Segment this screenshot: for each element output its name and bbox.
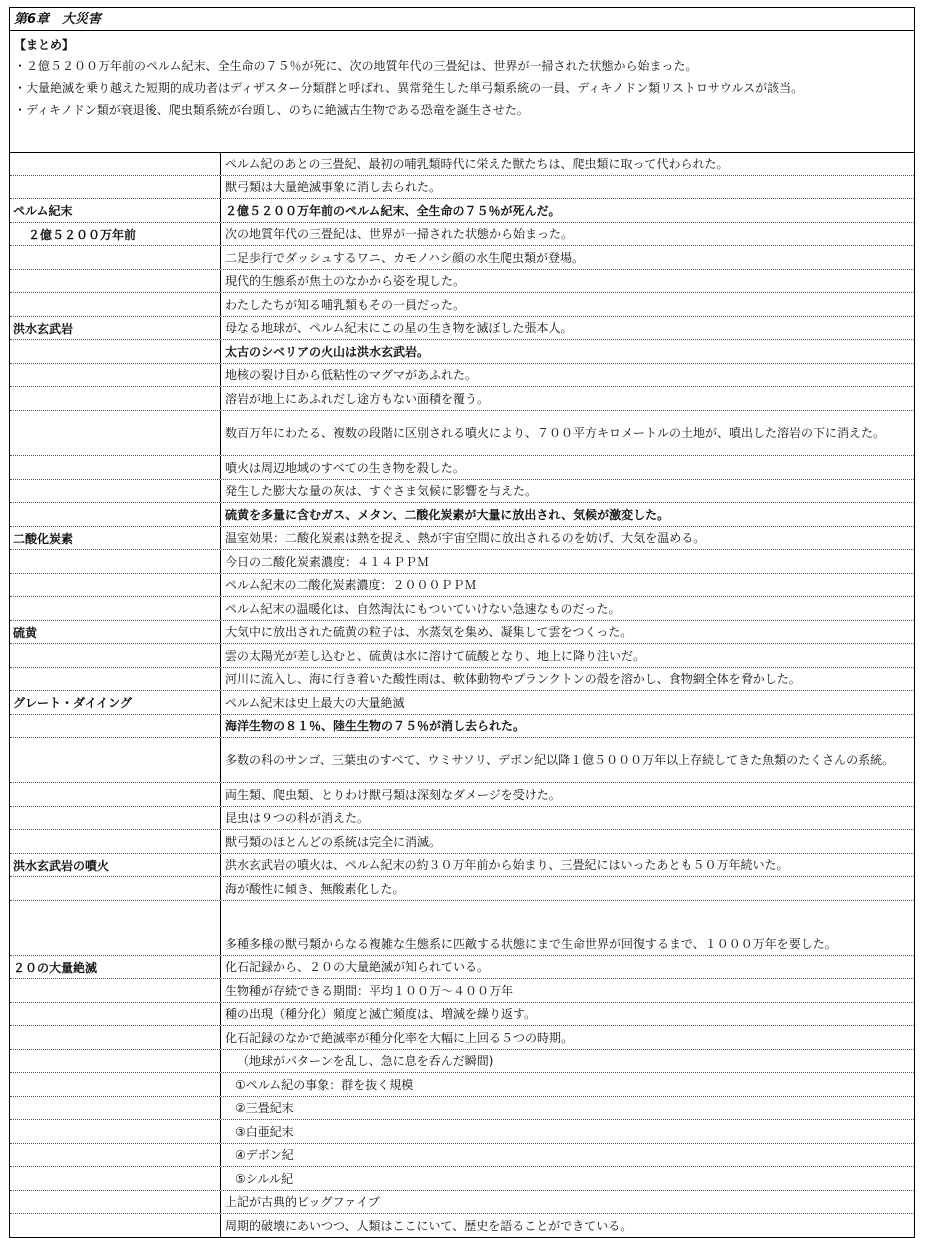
- table-row: [10, 1050, 914, 1073]
- summary-heading: 【まとめ】: [14, 38, 75, 52]
- table-row: [10, 956, 914, 979]
- note-cell: 獣弓類のほとんどの系統は完全に消滅。: [225, 834, 442, 849]
- topic-cell: [10, 153, 221, 175]
- note-cell: 化石記録から、２０の大量絶滅が知られている。: [225, 960, 490, 974]
- topic-cell: [10, 1026, 221, 1049]
- note-cell: 太古のシベリアの火山は洪水玄武岩。: [225, 344, 430, 359]
- note-cell: 生物種が存続できる期間：平均１００万～４００万年: [225, 983, 514, 998]
- table-row: [10, 364, 914, 387]
- note-cell: （地球がパターンを乱し、急に息を呑んだ瞬間): [237, 1054, 494, 1068]
- table-row: [10, 199, 914, 223]
- table-row: [10, 597, 914, 621]
- chapter-title: 第6章 大災害: [9, 7, 915, 31]
- table-row: [10, 293, 914, 317]
- table-row: [10, 270, 914, 293]
- table-row: [10, 223, 914, 246]
- topic-cell: [10, 1003, 221, 1025]
- note-cell: 化石記録のなかで絶滅率が種分化率を大幅に上回る５つの時期。: [225, 1030, 574, 1045]
- table-row: [10, 783, 914, 807]
- note-cell: 次の地質年代の三畳紀は、世界が一掃された状態から始まった。: [225, 227, 574, 241]
- note-cell: 地核の裂け目から低粘性のマグマがあふれた。: [225, 368, 478, 382]
- table-row: [10, 317, 914, 340]
- note-cell: 噴火は周辺地域のすべての生き物を殺した。: [225, 460, 465, 475]
- note-cell: 洪水玄武岩の噴火は、ペルム紀末の約３０万年前から始まり、三畳紀にはいったあとも５０万年続いた。: [225, 858, 789, 872]
- note-cell: 今日の二酸化炭素濃度：４１４ＰＰＭ: [225, 554, 430, 569]
- topic-cell: [10, 783, 221, 806]
- note-cell: 現代的生態系が焦土のなかから姿を現した。: [225, 274, 466, 288]
- table-row: [10, 1167, 914, 1191]
- table-row: [10, 979, 914, 1003]
- note-cell: ペルム紀末の温暖化は、自然淘汰にもついていけない急速なものだった。: [225, 601, 621, 616]
- table-row: [10, 1003, 914, 1026]
- topic-cell: [10, 715, 221, 737]
- table-row: [10, 807, 914, 830]
- note-cell: 温室効果：二酸化炭素は熱を捉え、熱が宇宙空間に放出されるのを妨げ、大気を温める。: [225, 531, 706, 545]
- table-row: [10, 176, 914, 199]
- note-cell: ペルム紀のあとの三畳紀、最初の哺乳類時代に栄えた獣たちは、爬虫類に取って代わられた。: [225, 157, 729, 171]
- table-row: [10, 456, 914, 480]
- topic-cell: [10, 1214, 221, 1237]
- summary-line: ・大量絶滅を乗り越えた短期的成功者はディザスター分類群と呼ばれ、異常発生した単弓類系統の一員、ディキノドン類リストロサウルスが該当。: [14, 81, 804, 95]
- table-row: [10, 738, 914, 783]
- topic-cell: [10, 503, 221, 526]
- note-cell: 海が酸性に傾き、無酸素化した。: [225, 881, 405, 896]
- topic-cell: [10, 176, 221, 198]
- summary-line: ・ディキノドン類が衰退後、爬虫類系統が台頭し、のちに絶滅古生物である恐竜を誕生させた。: [14, 103, 529, 117]
- note-cell: 昆虫は９つの科が消えた。: [225, 811, 370, 825]
- table-row: [10, 153, 914, 176]
- topic-cell: [10, 574, 221, 596]
- note-cell: 多種多様の獣弓類からなる複雑な生態系に匹敵する状態にまで生命世界が回復するまで、１０００万年を要した。: [225, 937, 837, 951]
- topic-cell: ２０の大量絶滅: [10, 956, 221, 978]
- topic-cell: [10, 979, 221, 1002]
- topic-cell: [10, 1144, 221, 1166]
- note-cell: 雲の太陽光が差し込むと、硫黄は水に溶けて硫酸となり、地上に降り注いだ。: [225, 648, 646, 663]
- topic-cell: [10, 877, 221, 900]
- note-cell: ④デボン紀: [235, 1148, 294, 1162]
- topic-cell: [10, 668, 221, 690]
- table-row: [10, 621, 914, 644]
- topic-cell: ２億５２００万年前: [10, 223, 221, 245]
- topic-cell: [10, 597, 221, 620]
- note-cell: 母なる地球が、ペルム紀末にこの星の生き物を滅ぼした張本人。: [225, 321, 573, 335]
- topic-cell: 洪水玄武岩: [10, 317, 221, 339]
- topic-cell: [10, 246, 221, 269]
- table-row: [10, 527, 914, 550]
- topic-cell: ペルム紀末: [10, 199, 221, 222]
- table-row: [10, 877, 914, 901]
- note-cell: 上記が古典的ビッグファイブ: [225, 1195, 380, 1209]
- note-cell: 種の出現（種分化）頻度と滅亡頻度は、増減を繰り返す。: [225, 1007, 537, 1021]
- note-cell: ⑤シルル紀: [235, 1171, 294, 1186]
- table-row: [10, 1214, 914, 1237]
- note-cell: 両生類、爬虫類、とりわけ獣弓類は深刻なダメージを受けた。: [225, 787, 561, 802]
- note-cell: 発生した膨大な量の灰は、すぐさま気候に影響を与えた。: [225, 484, 538, 498]
- topic-cell: [10, 644, 221, 667]
- topic-cell: [10, 364, 221, 386]
- table-row: [10, 1144, 914, 1167]
- note-cell: ①ペルム紀の事象：群を抜く規模: [235, 1077, 414, 1092]
- topic-cell: [10, 340, 221, 363]
- note-cell: 溶岩が地上にあふれだし途方もない面積を覆う。: [225, 391, 490, 406]
- table-row: [10, 715, 914, 738]
- topic-cell: 硫黄: [10, 621, 221, 643]
- note-cell: 海洋生物の８１％、陸生生物の７５％が消し去られた。: [225, 719, 526, 733]
- note-cell: ペルム紀末は史上最大の大量絶滅: [225, 695, 405, 710]
- topic-cell: [10, 830, 221, 853]
- note-cell: わたしたちが知る哺乳類もその一員だった。: [225, 297, 466, 312]
- note-cell: 数百万年にわたる、複数の段階に区別される噴火により、７００平方キロメートルの土地が、噴出した溶岩の下に消えた。: [225, 426, 886, 440]
- table-row: [10, 574, 914, 597]
- note-cell: 二足歩行でダッシュするワニ、カモノハシ顔の水生爬虫類が登場。: [225, 250, 585, 265]
- topic-cell: [10, 411, 221, 455]
- topic-cell: [10, 550, 221, 573]
- table-row: [10, 830, 914, 854]
- topic-cell: [10, 456, 221, 479]
- topic-cell: [10, 1097, 221, 1119]
- table-row: [10, 1073, 914, 1097]
- topic-cell: 洪水玄武岩の噴火: [10, 854, 221, 876]
- topic-cell: [10, 293, 221, 316]
- table-row: [10, 480, 914, 503]
- note-cell: ２億５２００万年前のペルム紀末、全生命の７５％が死んだ。: [225, 203, 561, 218]
- topic-cell: [10, 1050, 221, 1072]
- topic-cell: [10, 270, 221, 292]
- summary-box: [9, 31, 915, 153]
- table-row: [10, 644, 914, 668]
- notes-sheet: [9, 7, 915, 1238]
- table-row: [10, 387, 914, 411]
- topic-cell: [10, 901, 221, 955]
- note-cell: 硫黄を多量に含むガス、メタン、二酸化炭素が大量に放出され、気候が激変した。: [225, 507, 670, 522]
- topic-cell: [10, 1167, 221, 1190]
- note-cell: 河川に流入し、海に行き着いた酸性雨は、軟体動物やプランクトンの殻を溶かし、食物網全体を脅かした。: [225, 672, 801, 686]
- topic-cell: 二酸化炭素: [10, 527, 221, 549]
- note-cell: 多数の科のサンゴ、三葉虫のすべて、ウミサソリ、デボン紀以降１億５０００万年以上存続してきた魚類のたくさんの系統。: [225, 753, 895, 767]
- note-cell: ペルム紀末の二酸化炭素濃度：２０００ＰＰＭ: [225, 578, 477, 592]
- topic-cell: [10, 1120, 221, 1143]
- table-row: [10, 340, 914, 364]
- note-cell: ③白亜紀末: [235, 1124, 294, 1139]
- topic-cell: [10, 1073, 221, 1096]
- topic-cell: [10, 387, 221, 410]
- table-row: [10, 1026, 914, 1050]
- table-row: [10, 411, 914, 456]
- table-row: [10, 691, 914, 715]
- notes-table: [9, 153, 915, 1238]
- table-row: [10, 1191, 914, 1214]
- topic-cell: [10, 738, 221, 782]
- note-cell: 獣弓類は大量絶滅事象に消し去られた。: [225, 180, 442, 194]
- table-row: [10, 550, 914, 574]
- table-row: [10, 1120, 914, 1144]
- topic-cell: グレート・ダイイング: [10, 691, 221, 714]
- table-row: [10, 246, 914, 270]
- table-row: [10, 901, 914, 956]
- table-row: [10, 668, 914, 691]
- table-row: [10, 854, 914, 877]
- summary-line: ・２億５２００万年前のペルム紀末、全生命の７５％が死に、次の地質年代の三畳紀は、世界が一掃された状態から始まった。: [14, 59, 698, 73]
- note-cell: 大気中に放出された硫黄の粒子は、水蒸気を集め、凝集して雲をつくった。: [225, 625, 633, 639]
- note-cell: 周期的破壊にあいつつ、人類はここにいて、歴史を語ることができている。: [225, 1218, 633, 1233]
- topic-cell: [10, 1191, 221, 1213]
- table-row: [10, 503, 914, 527]
- table-row: [10, 1097, 914, 1120]
- topic-cell: [10, 807, 221, 829]
- note-cell: ②三畳紀末: [235, 1101, 294, 1115]
- topic-cell: [10, 480, 221, 502]
